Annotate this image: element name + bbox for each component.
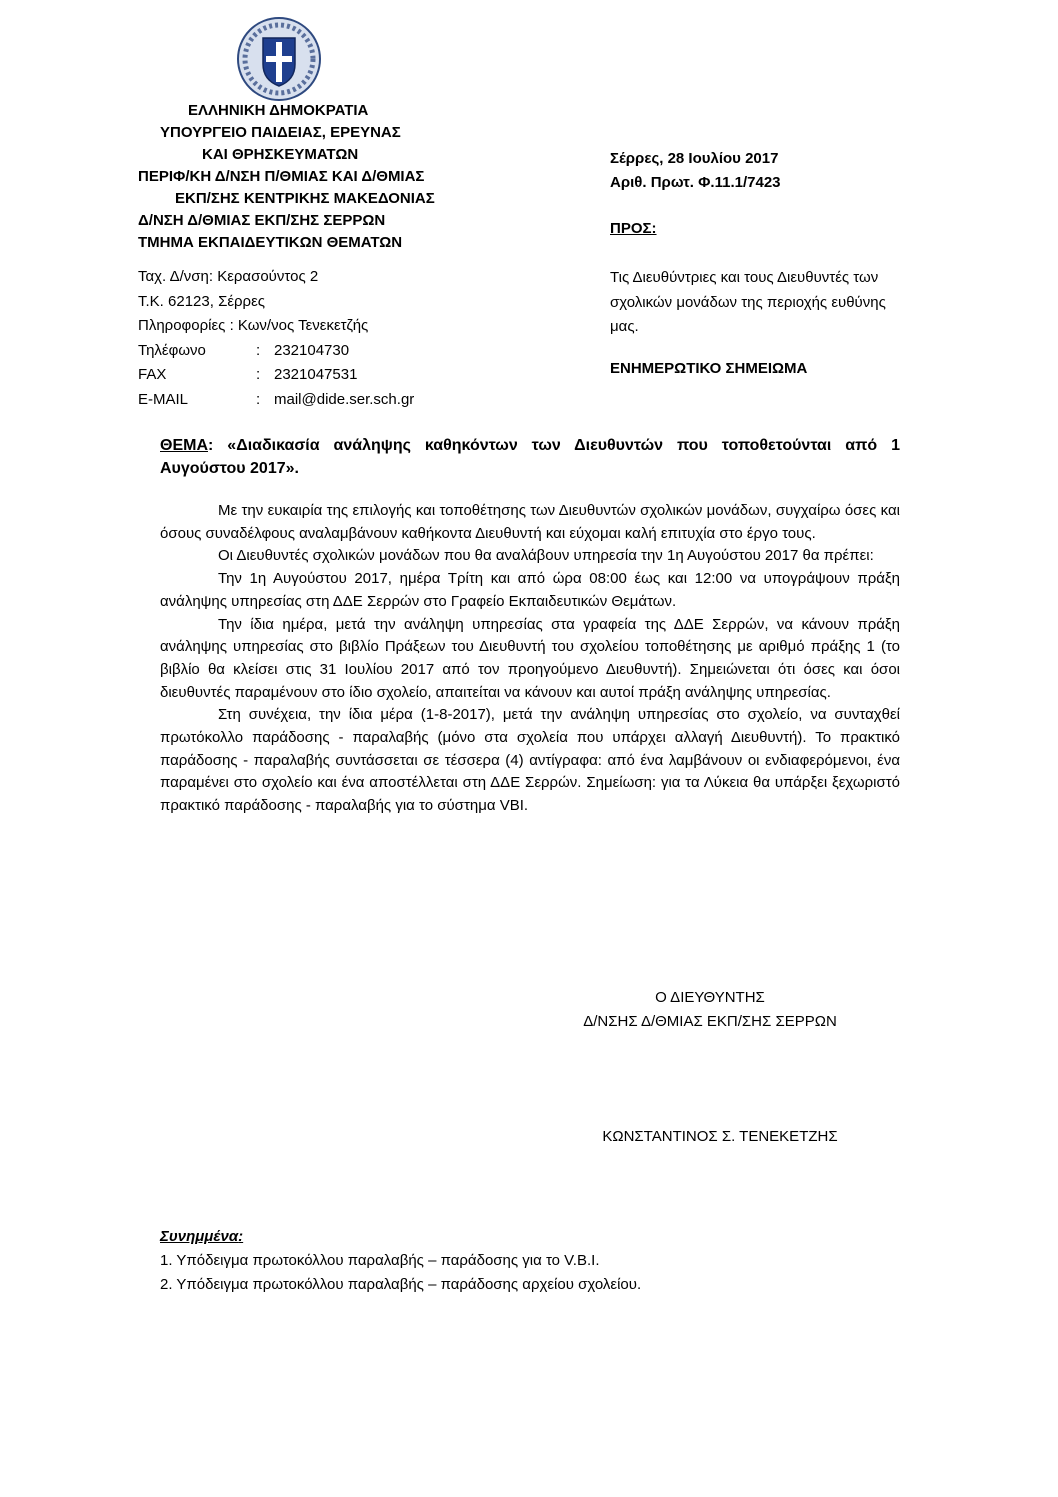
attachments-colon: : <box>238 1228 244 1245</box>
fax-row <box>138 363 558 388</box>
phone-label: Τηλέφωνο <box>138 341 206 359</box>
protocol-number: Αριθ. Πρωτ. Φ.11.1/7423 <box>610 174 781 191</box>
subject-text: : «Διαδικασία ανάληψης καθηκόντων των Διευθυντών που τοποθετούνται από 1 Αυγούστου 2017». <box>160 437 900 477</box>
paragraph: Την 1η Αυγούστου 2017, ημέρα Τρίτη και από ώρα 08:00 έως και 12:00 να υπογράψουν πράξη ανάληψης υπηρεσίας στη ΔΔΕ Σερρών στο Γραφείο Εκπαιδευτικών Θεμάτων. <box>160 570 900 610</box>
attachments-title: Συνημμένα <box>160 1228 239 1245</box>
header-line: ΥΠΟΥΡΓΕΙΟ ΠΑΙΔΕΙΑΣ, ΕΡΕΥΝΑΣ <box>160 124 401 141</box>
memo-title: ΕΝΗΜΕΡΩΤΙΚΟ ΣΗΜΕΙΩΜΑ <box>610 360 808 377</box>
signer-name: ΚΩΝΣΤΑΝΤΙΝΟΣ Σ. ΤΕΝΕΚΕΤΖΗΣ <box>602 1128 838 1145</box>
document-meta <box>610 147 781 195</box>
subject <box>160 434 900 480</box>
colon: : <box>256 341 261 359</box>
signature-department: Δ/ΝΣΗΣ Δ/ΘΜΙΑΣ ΕΚΠ/ΣΗΣ ΣΕΡΡΩΝ <box>583 1013 837 1030</box>
phone-row <box>138 339 558 364</box>
colon: : <box>256 390 261 408</box>
paragraph: Οι Διευθυντές σχολικών μονάδων που θα αναλάβουν υπηρεσία την 1η Αυγούστου 2017 θα πρέπει: <box>218 547 874 565</box>
recipients: Τις Διευθύντριες και τους Διευθυντές των σχολικών μονάδων της περιοχής ευθύνης μας. <box>610 269 886 335</box>
document-date: Σέρρες, 28 Ιουλίου 2017 <box>610 150 779 167</box>
issuer-header <box>138 100 558 254</box>
contact-info <box>138 265 558 412</box>
signature-title: Ο ΔΙΕΥΘΥΝΤΗΣ <box>655 989 765 1006</box>
header-line: ΚΑΙ ΘΡΗΣΚΕΥΜΑΤΩΝ <box>202 146 359 163</box>
header-line: ΕΚΠ/ΣΗΣ ΚΕΝΤΡΙΚΗΣ ΜΑΚΕΔΟΝΙΑΣ <box>175 190 435 207</box>
header-line: ΤΜΗΜΑ ΕΚΠΑΙΔΕΥΤΙΚΩΝ ΘΕΜΑΤΩΝ <box>138 234 403 251</box>
body-text <box>160 500 900 818</box>
signature-block <box>560 986 860 1034</box>
colon: : <box>256 366 261 383</box>
attachment-item: 2. Υπόδειγμα πρωτοκόλλου παραλαβής – παράδοσης αρχείου σχολείου. <box>160 1276 642 1293</box>
email-value: mail@dide.ser.sch.gr <box>274 390 415 408</box>
attachments <box>160 1225 900 1297</box>
address: Ταχ. Δ/νση: Κερασούντος 2 <box>138 268 319 285</box>
info-contact: Πληροφορίες : Κων/νος Τενεκετζής <box>138 317 369 334</box>
header-line: ΠΕΡΙΦ/ΚΗ Δ/ΝΣΗ Π/ΘΜΙΑΣ ΚΑΙ Δ/ΘΜΙΑΣ <box>138 168 425 185</box>
paragraph: Την ίδια ημέρα, μετά την ανάληψη υπηρεσίας στα γραφεία της ΔΔΕ Σερρών, να κάνουν πράξη ανάληψης υπηρεσίας στο βιβλίο Πράξεων του Διευθυντή του σχολείου τοποθέτησης με αριθμό πράξης 1 (το βιβλίο θα κλείσει στις 31 Ιουλίου 2017 από τον προηγούμενο Διευθυντή). Σημειώνεται ότι όσες και όσοι διευθυντές παραμένουν στο ίδιο σχολείο, απαιτείται να κάνουν και αυτοί πράξη ανάληψης υπηρεσίας. <box>160 615 900 701</box>
subject-label: ΘΕΜΑ <box>160 437 208 454</box>
header-line: ΕΛΛΗΝΙΚΗ ΔΗΜΟΚΡΑΤΙΑ <box>188 102 369 119</box>
fax-value: 2321047531 <box>274 366 358 383</box>
greek-coat-of-arms-icon <box>236 16 322 102</box>
email-row <box>138 388 558 413</box>
phone-value: 232104730 <box>274 341 350 359</box>
paragraph: Στη συνέχεια, την ίδια μέρα (1-8-2017), μετά την ανάληψη υπηρεσίας στο σχολείο, να συνταχθεί πρωτόκολλο παράδοσης - παραλαβής (μόνο στα σχολεία που υπάρχει αλλαγή Διευθυντή). Το πρακτικό παράδοσης - παραλαβής συντάσσεται σε τέσσερα (4) αντίγραφα: από ένα λαμβάνουν οι ενδιαφερόμενοι, ένα παραμένει στο σχολείο και ένα αποστέλλεται στη ΔΔΕ Σερρών. Σημείωση: για τα Λύκεια θα υπάρξει ξεχωριστό πρακτικό παράδοσης - παραλαβής για το σύστημα VBI. <box>160 706 900 815</box>
to-label: ΠΡΟΣ: <box>610 220 657 237</box>
postcode: Τ.Κ. 62123, Σέρρες <box>138 292 266 310</box>
attachment-item: 1. Υπόδειγμα πρωτοκόλλου παραλαβής – παράδοσης για το V.B.I. <box>160 1252 600 1269</box>
paragraph: Με την ευκαιρία της επιλογής και τοποθέτησης των Διευθυντών σχολικών μονάδων, συγχαίρω όσες και όσους συναδέλφους αναλαμβάνουν καθήκοντα Διευθυντή και εύχομαι καλή επιτυχία στο έργο τους. <box>160 502 900 542</box>
email-label: E-MAIL <box>138 390 189 408</box>
fax-label: FAX <box>138 366 167 383</box>
header-line: Δ/ΝΣΗ Δ/ΘΜΙΑΣ ΕΚΠ/ΣΗΣ ΣΕΡΡΩΝ <box>138 212 386 229</box>
